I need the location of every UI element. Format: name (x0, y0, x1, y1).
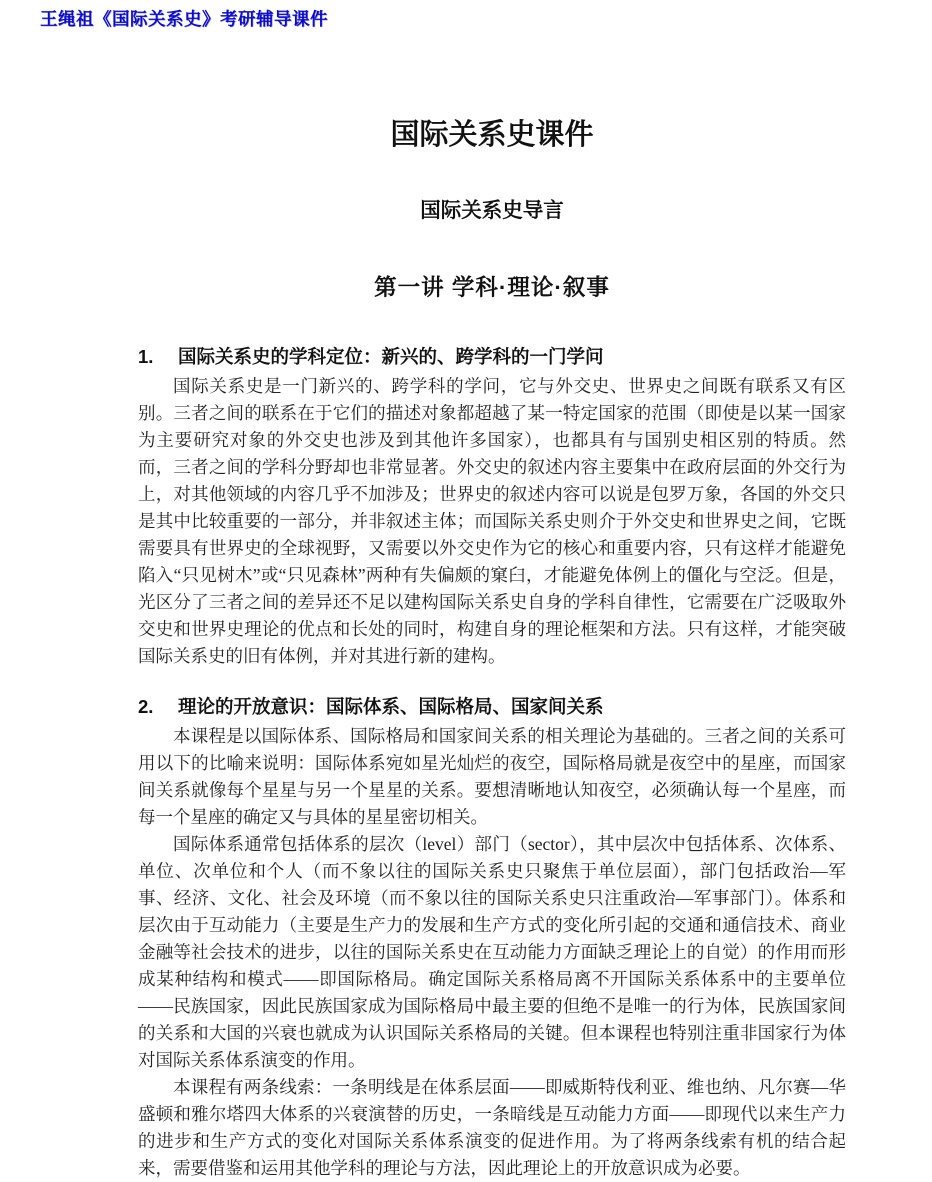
paragraph: 国际体系通常包括体系的层次（level）部门（sector），其中层次中包括体系、次体系、单位、次单位和个人（而不象以往的国际关系史只聚焦于单位层面），部门包括政治—军事、经济、文化、社会及环境（而不象以往的国际关系史只注重政治—军事部门）。体系和层次由于互动能力（主要是生产力的发展和生产方式的变化所引起的交通和通信技术、商业金融等社会技术的进步，以往的国际关系史在互动能力方面缺乏理论上的自觉）的作用而形成某种结构和模式——即国际格局。确定国际关系格局离不开国际关系体系中的主要单位——民族国家，因此民族国家成为国际格局中最主要的但绝不是唯一的行为体，民族国家间的关系和大国的兴衰也就成为认识国际关系格局的关键。但本课程也特别注重非国家行为体对国际关系体系演变的作用。 (138, 834, 846, 1070)
section-heading-text: 国际关系史的学科定位：新兴的、跨学科的一门学问 (178, 346, 604, 367)
section-number: 1. (138, 346, 154, 367)
document-content (138, 0, 846, 1182)
section-body (138, 723, 846, 1182)
document-title: 国际关系史课件 (390, 119, 594, 151)
section-number: 2. (138, 696, 154, 717)
document-subtitle: 国际关系史导言 (420, 199, 564, 222)
paragraph: 国际关系史是一门新兴的、跨学科的学问，它与外交史、世界史之间既有联系又有区别。三者之间的联系在于它们的描述对象都超越了某一特定国家的范围（即使是以某一国家为主要研究对象的外交史也涉及到其他许多国家），也都具有与国别史相区别的特质。然而，三者之间的学科分野却也非常显著。外交史的叙述内容主要集中在政府层面的外交行为上，对其他领域的内容几乎不加涉及；世界史的叙述内容可以说是包罗万象，各国的外交只是其中比较重要的一部分，并非叙述主体；而国际关系史则介于外交史和世界史之间，它既需要具有世界史的全球视野，又需要以外交史作为它的核心和重要内容，只有这样才能避免陷入“只见树木”或“只见森林”两种有失偏颇的窠臼，才能避免体例上的僵化与空泛。但是，光区分了三者之间的差异还不足以建构国际关系史自身的学科自律性，它需要在广泛吸取外交史和世界史理论的优点和长处的同时，构建自身的理论框架和方法。只有这样，才能突破国际关系史的旧有体例，并对其进行新的建构。 (138, 376, 846, 666)
section-theoretical-openness (138, 693, 846, 1182)
watermark-header: 王绳祖《国际关系史》考研辅导课件 (40, 9, 328, 29)
section-heading (138, 343, 846, 369)
lecture-title: 第一讲 学科·理论·叙事 (374, 275, 610, 300)
section-body (138, 373, 846, 670)
section-discipline-positioning (138, 343, 846, 670)
section-heading-text: 理论的开放意识：国际体系、国际格局、国家间关系 (178, 696, 604, 717)
section-heading (138, 693, 846, 719)
paragraph: 本课程是以国际体系、国际格局和国家间关系的相关理论为基础的。三者之间的关系可用以下的比喻来说明：国际体系宛如星光灿烂的夜空，国际格局就是夜空中的星座，而国家间关系就像每个星星与另一个星星的关系。要想清晰地认知夜空，必须确认每一个星座，而每一个星座的确定又与具体的星星密切相关。 (138, 726, 846, 827)
paragraph: 本课程有两条线索：一条明线是在体系层面——即威斯特伐利亚、维也纳、凡尔赛—华盛顿和雅尔塔四大体系的兴衰演替的历史，一条暗线是互动能力方面——即现代以来生产力的进步和生产方式的变化对国际关系体系演变的促进作用。为了将两条线索有机的结合起来，需要借鉴和运用其他学科的理论与方法，因此理论上的开放意识成为必要。 (138, 1077, 846, 1178)
